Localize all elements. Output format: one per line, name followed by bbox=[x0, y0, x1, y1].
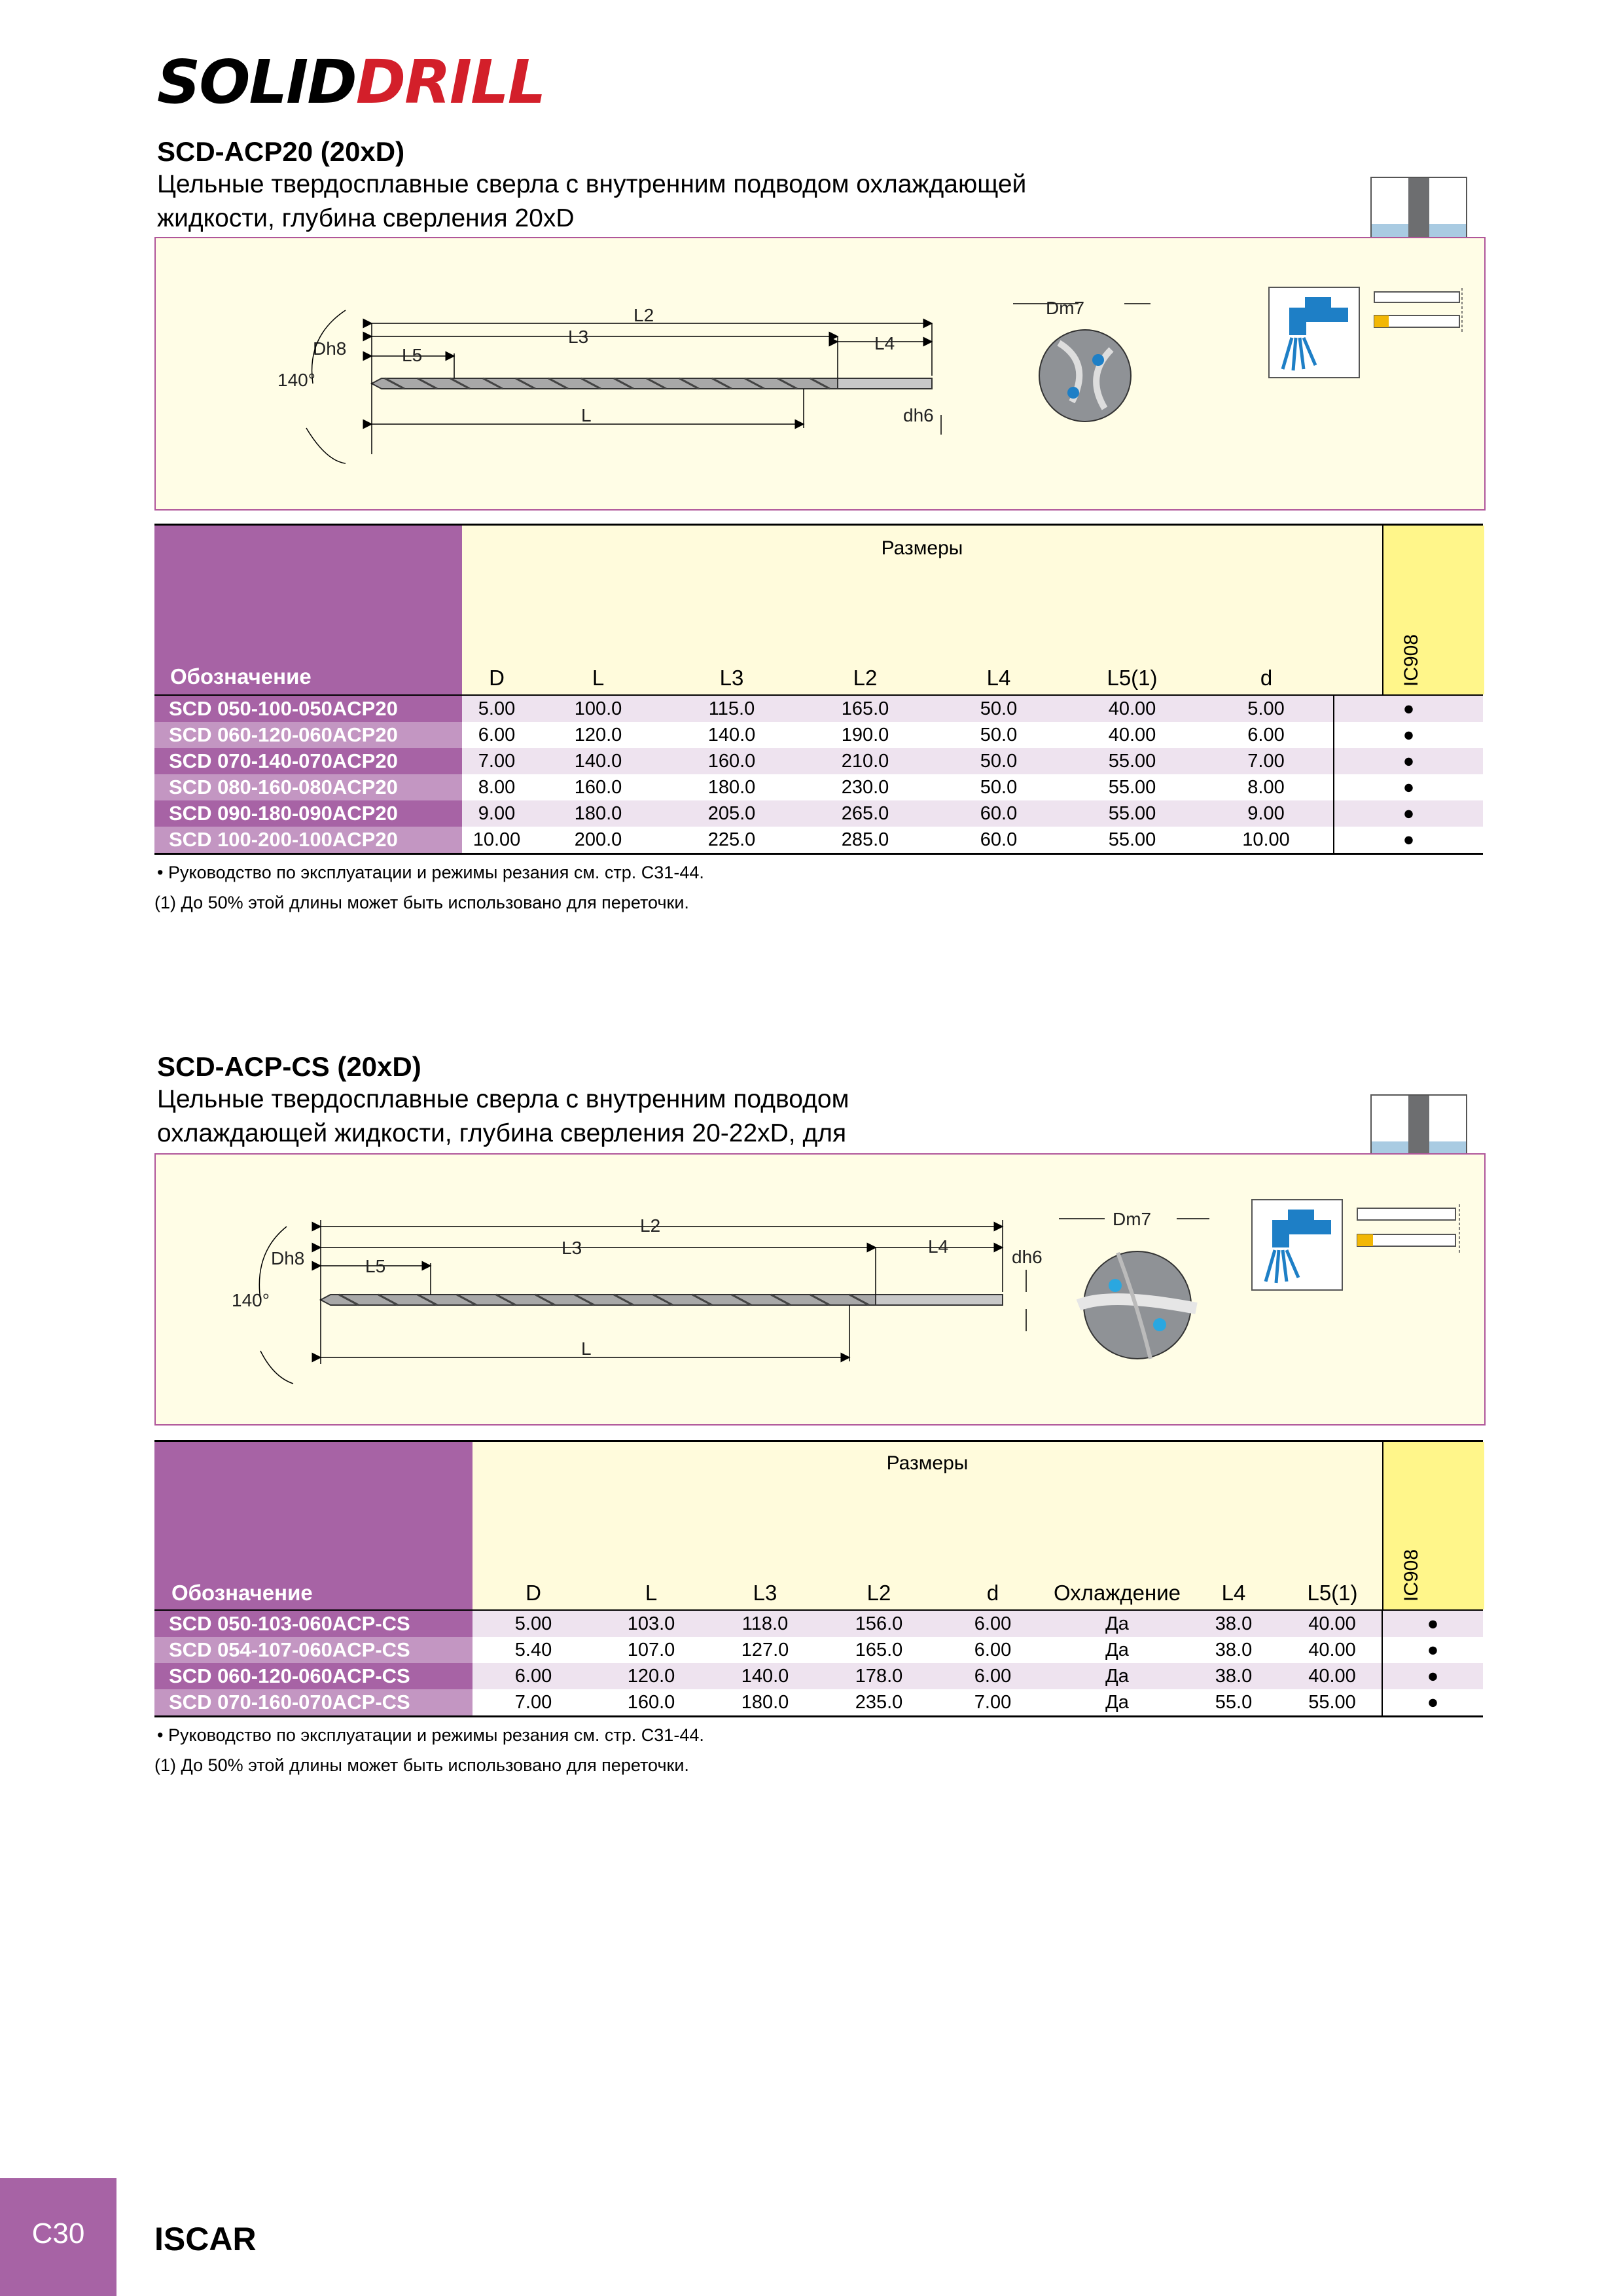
cell-l4: 60.0 bbox=[932, 800, 1065, 827]
stock-dot: ● bbox=[1382, 1611, 1483, 1637]
table2-designation-header bbox=[154, 1442, 473, 1609]
cell-l: 120.0 bbox=[531, 722, 665, 748]
label-l: L bbox=[581, 405, 592, 425]
cell-l2: 210.0 bbox=[798, 748, 932, 774]
cell-l: 160.0 bbox=[594, 1689, 708, 1717]
stock-dot: ● bbox=[1334, 800, 1483, 827]
col-L3: L3 bbox=[719, 666, 744, 690]
cell-l2: 165.0 bbox=[798, 696, 932, 722]
product-code: SCD 050-103-060ACP-CS bbox=[154, 1611, 473, 1637]
cell-d: 10.00 bbox=[462, 827, 531, 854]
product-code: SCD 100-200-100ACP20 bbox=[154, 827, 462, 854]
cell-d: 6.00 bbox=[936, 1611, 1050, 1637]
cell-cool: Да bbox=[1050, 1637, 1185, 1663]
product-code: SCD 090-180-090ACP20 bbox=[154, 800, 462, 827]
cell-d: 10.00 bbox=[1199, 827, 1334, 854]
cell-l2: 156.0 bbox=[822, 1611, 936, 1637]
cell-d: 6.00 bbox=[936, 1637, 1050, 1663]
product-code: SCD 050-100-050ACP20 bbox=[154, 696, 462, 722]
cell-l5: 55.00 bbox=[1065, 748, 1199, 774]
section1-desc-line1: Цельные твердосплавные сверла с внутренним подводом охлаждающей bbox=[157, 170, 1027, 198]
cell-d: 5.40 bbox=[473, 1637, 594, 1663]
table-row bbox=[154, 1689, 1483, 1717]
col-L3: L3 bbox=[753, 1581, 777, 1605]
cell-l5: 40.00 bbox=[1283, 1611, 1382, 1637]
cell-d: 9.00 bbox=[462, 800, 531, 827]
section1-title: SCD-ACP20 (20xD) bbox=[157, 136, 405, 167]
stock-dot: ● bbox=[1334, 696, 1483, 722]
coolant-tap-icon bbox=[1251, 1199, 1343, 1291]
table-row bbox=[154, 800, 1483, 827]
cell-l2: 285.0 bbox=[798, 827, 932, 854]
cell-l: 120.0 bbox=[594, 1663, 708, 1689]
drill-body-icon bbox=[321, 1295, 1003, 1305]
cell-d: 9.00 bbox=[1199, 800, 1334, 827]
cell-l2: 165.0 bbox=[822, 1637, 936, 1663]
grade-label: IC908 bbox=[1400, 1549, 1422, 1602]
drill-body-icon bbox=[372, 378, 932, 389]
table-row bbox=[154, 722, 1483, 748]
col-L5: L5(1) bbox=[1307, 1581, 1358, 1605]
cell-l5: 40.00 bbox=[1065, 722, 1199, 748]
table-row bbox=[154, 774, 1483, 800]
cell-l: 100.0 bbox=[531, 696, 665, 722]
section1-note2: (1) До 50% этой длины может быть использовано для переточки. bbox=[154, 893, 689, 912]
col-d: d bbox=[1260, 666, 1273, 690]
stock-dot: ● bbox=[1382, 1637, 1483, 1663]
cell-d: 7.00 bbox=[473, 1689, 594, 1717]
tool-holder-icon bbox=[1353, 1200, 1465, 1257]
stock-dot: ● bbox=[1334, 748, 1483, 774]
section1-note1: • Руководство по эксплуатации и режимы резания см. стр. C31-44. bbox=[157, 863, 704, 882]
tool-holder-icon bbox=[1370, 284, 1466, 336]
cell-l5: 55.00 bbox=[1065, 774, 1199, 800]
cell-cool: Да bbox=[1050, 1689, 1185, 1717]
section2-note2: (1) До 50% этой длины может быть использовано для переточки. bbox=[154, 1755, 689, 1775]
cell-l2: 265.0 bbox=[798, 800, 932, 827]
logo-drill: DRILL bbox=[355, 47, 545, 117]
cell-d: 7.00 bbox=[936, 1689, 1050, 1717]
cell-l5: 40.00 bbox=[1283, 1637, 1382, 1663]
col-L: L bbox=[592, 666, 605, 690]
col-L: L bbox=[645, 1581, 658, 1605]
stock-dot: ● bbox=[1334, 774, 1483, 800]
cell-cool: Да bbox=[1050, 1663, 1185, 1689]
label-l: L bbox=[581, 1338, 592, 1359]
product-code: SCD 054-107-060ACP-CS bbox=[154, 1637, 473, 1663]
section1-desc-line2: жидкости, глубина сверления 20xD bbox=[157, 204, 575, 232]
label-l5: L5 bbox=[365, 1256, 386, 1276]
footer-brand: ISCAR bbox=[154, 2221, 257, 2257]
table-row bbox=[154, 748, 1483, 774]
cell-l4: 55.0 bbox=[1185, 1689, 1283, 1717]
label-l2: L2 bbox=[640, 1215, 661, 1236]
cell-l2: 230.0 bbox=[798, 774, 932, 800]
cell-cool: Да bbox=[1050, 1611, 1185, 1637]
cell-l: 160.0 bbox=[531, 774, 665, 800]
cell-l2: 235.0 bbox=[822, 1689, 936, 1717]
label-l2: L2 bbox=[633, 305, 654, 325]
product-code: SCD 060-120-060ACP20 bbox=[154, 722, 462, 748]
cell-l3: 127.0 bbox=[708, 1637, 822, 1663]
cell-d: 6.00 bbox=[462, 722, 531, 748]
cell-l3: 160.0 bbox=[665, 748, 798, 774]
table-row bbox=[154, 1663, 1483, 1689]
col-cooling: Охлаждение bbox=[1053, 1581, 1181, 1605]
stock-dot: ● bbox=[1334, 722, 1483, 748]
table2-dimensions-header bbox=[473, 1442, 1382, 1609]
stock-dot: ● bbox=[1334, 827, 1483, 854]
cell-l4: 50.0 bbox=[932, 774, 1065, 800]
cell-l5: 40.00 bbox=[1283, 1663, 1382, 1689]
cell-d: 8.00 bbox=[1199, 774, 1334, 800]
col-D: D bbox=[489, 666, 505, 690]
cell-d: 6.00 bbox=[1199, 722, 1334, 748]
table2-column-headers bbox=[473, 1581, 1382, 1605]
label-l4: L4 bbox=[928, 1236, 949, 1257]
stock-dot: ● bbox=[1382, 1689, 1483, 1717]
cell-l2: 178.0 bbox=[822, 1663, 936, 1689]
cell-l5: 55.00 bbox=[1065, 800, 1199, 827]
table1-column-headers bbox=[462, 666, 1382, 691]
drill-section-icon bbox=[1059, 1209, 1209, 1359]
cell-l5: 55.00 bbox=[1065, 827, 1199, 854]
table-row bbox=[154, 827, 1483, 854]
cell-d: 5.00 bbox=[1199, 696, 1334, 722]
label-l4: L4 bbox=[874, 333, 895, 353]
coolant-tap-icon bbox=[1268, 287, 1360, 378]
cell-d: 6.00 bbox=[473, 1663, 594, 1689]
col-L4: L4 bbox=[986, 666, 1011, 690]
cell-d: 5.00 bbox=[462, 696, 531, 722]
cell-l4: 50.0 bbox=[932, 722, 1065, 748]
cell-l: 103.0 bbox=[594, 1611, 708, 1637]
product-code: SCD 070-160-070ACP-CS bbox=[154, 1689, 473, 1717]
label-dm7: Dm7 bbox=[1046, 298, 1085, 318]
table-row bbox=[154, 1611, 1483, 1637]
cell-l3: 115.0 bbox=[665, 696, 798, 722]
cell-l4: 60.0 bbox=[932, 827, 1065, 854]
section2-note1: • Руководство по эксплуатации и режимы резания см. стр. C31-44. bbox=[157, 1725, 704, 1745]
product-code: SCD 070-140-070ACP20 bbox=[154, 748, 462, 774]
stock-dot: ● bbox=[1382, 1663, 1483, 1689]
col-L5: L5(1) bbox=[1107, 666, 1158, 690]
table1-designation-header bbox=[154, 526, 462, 694]
label-dh8: Dh8 bbox=[313, 338, 347, 359]
cell-l3: 225.0 bbox=[665, 827, 798, 854]
cell-d: 8.00 bbox=[462, 774, 531, 800]
table-row bbox=[154, 1637, 1483, 1663]
cell-l: 200.0 bbox=[531, 827, 665, 854]
col-L2: L2 bbox=[866, 1581, 891, 1605]
label-angle: 140° bbox=[277, 370, 315, 390]
cell-l3: 140.0 bbox=[665, 722, 798, 748]
cell-l3: 140.0 bbox=[708, 1663, 822, 1689]
cell-l3: 180.0 bbox=[665, 774, 798, 800]
table1 bbox=[154, 696, 1483, 855]
section2-desc-line2: охлаждающей жидкости, глубина сверления 20-22xD, для bbox=[157, 1119, 847, 1147]
table2-group-label: Размеры bbox=[886, 1452, 969, 1474]
table2 bbox=[154, 1611, 1483, 1717]
logo-solid: SOLID bbox=[157, 47, 356, 117]
col-L2: L2 bbox=[853, 666, 878, 690]
table1-grade-header bbox=[1382, 526, 1484, 694]
cell-l: 107.0 bbox=[594, 1637, 708, 1663]
cell-l2: 190.0 bbox=[798, 722, 932, 748]
section2-description bbox=[157, 1083, 849, 1151]
cell-l3: 118.0 bbox=[708, 1611, 822, 1637]
product-code: SCD 060-120-060ACP-CS bbox=[154, 1663, 473, 1689]
drill-section-icon bbox=[1013, 298, 1150, 422]
table1-dimensions-header bbox=[462, 526, 1382, 694]
label-dh8: Dh8 bbox=[271, 1248, 305, 1268]
solid-drill-logo bbox=[157, 47, 545, 117]
cell-l3: 205.0 bbox=[665, 800, 798, 827]
cell-l4: 38.0 bbox=[1185, 1663, 1283, 1689]
cell-l: 140.0 bbox=[531, 748, 665, 774]
cell-d: 7.00 bbox=[1199, 748, 1334, 774]
table2-designation-label: Обозначение bbox=[171, 1581, 313, 1605]
cell-l4: 50.0 bbox=[932, 696, 1065, 722]
label-angle: 140° bbox=[232, 1290, 270, 1310]
table2-grade-header bbox=[1382, 1442, 1484, 1609]
cell-l4: 38.0 bbox=[1185, 1611, 1283, 1637]
section2-title: SCD-ACP-CS (20xD) bbox=[157, 1051, 421, 1082]
label-l3: L3 bbox=[568, 327, 589, 347]
table1-designation-label: Обозначение bbox=[170, 664, 312, 689]
section1-description bbox=[157, 168, 1026, 236]
table1-group-label: Размеры bbox=[881, 537, 963, 559]
cell-d: 5.00 bbox=[473, 1611, 594, 1637]
cell-l5: 55.00 bbox=[1283, 1689, 1382, 1717]
col-L4: L4 bbox=[1221, 1581, 1246, 1605]
section2-desc-line1: Цельные твердосплавные сверла с внутренним подводом bbox=[157, 1085, 849, 1113]
col-d: d bbox=[986, 1581, 999, 1605]
label-l3: L3 bbox=[562, 1238, 582, 1258]
label-dm7: Dm7 bbox=[1113, 1209, 1152, 1229]
cell-d: 7.00 bbox=[462, 748, 531, 774]
cell-d: 6.00 bbox=[936, 1663, 1050, 1689]
page-number: C30 bbox=[0, 2178, 116, 2296]
cell-l4: 38.0 bbox=[1185, 1637, 1283, 1663]
label-dh6: dh6 bbox=[903, 405, 934, 425]
cell-l: 180.0 bbox=[531, 800, 665, 827]
col-D: D bbox=[526, 1581, 541, 1605]
cell-l4: 50.0 bbox=[932, 748, 1065, 774]
label-dh6: dh6 bbox=[1012, 1247, 1043, 1267]
cell-l3: 180.0 bbox=[708, 1689, 822, 1717]
label-l5: L5 bbox=[402, 345, 423, 365]
table-row bbox=[154, 696, 1483, 722]
cell-l5: 40.00 bbox=[1065, 696, 1199, 722]
grade-label: IC908 bbox=[1400, 634, 1422, 687]
product-code: SCD 080-160-080ACP20 bbox=[154, 774, 462, 800]
